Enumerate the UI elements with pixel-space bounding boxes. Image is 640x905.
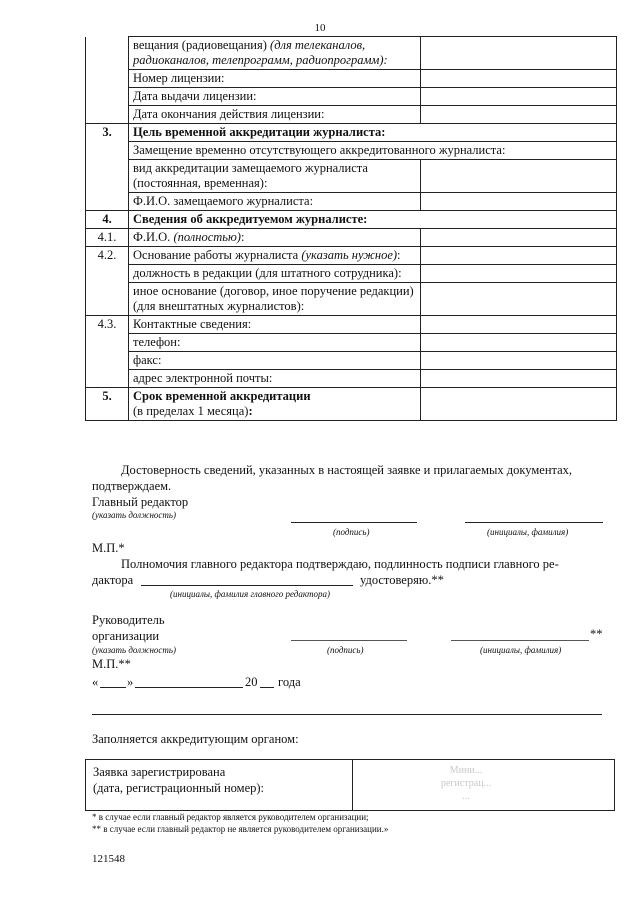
head-specify-position: (указать должность) [92,645,177,655]
row-label [129,211,617,229]
row-label-part: : [248,404,253,418]
row-number [86,37,129,70]
row-number [86,334,129,352]
stamp-line2: регистрац... [440,778,492,789]
reg-label-line2: (дата, регистрационный номер): [93,781,265,795]
chief-initials-line[interactable] [465,522,603,523]
date-year-prefix: 20 [245,675,258,689]
row-label-part: Срок временной аккредитации [133,389,311,403]
row-label-part: Ф.И.О. [133,230,174,244]
application-form-table [85,36,617,421]
row-label [129,88,421,106]
row-number [86,352,129,370]
form-row [86,160,617,193]
row-label [129,334,421,352]
row-value-cell[interactable] [421,247,617,265]
row-label-part: Ф.И.О. замещаемого журналиста: [133,194,314,208]
row-label [129,106,421,124]
row-value-cell[interactable] [421,283,617,316]
form-row [86,142,617,160]
date-open-quote: « [92,675,99,689]
stamp-line3: ... [462,791,470,802]
row-value-cell[interactable] [421,334,617,352]
row-value-cell[interactable] [421,370,617,388]
row-label-part: вещания (радиовещания) [133,38,271,52]
initials-caption: (инициалы, фамилия) [487,527,569,537]
form-row [86,193,617,211]
row-label-part: (указать нужное) [301,248,398,262]
row-number [86,193,129,211]
mp-double-star-label: М.П.** [92,657,131,671]
row-number [86,283,129,316]
reg-label-line1: Заявка зарегистрирована [93,765,226,779]
date-close-quote: » [127,675,134,689]
row-label-part: (в пределах 1 месяца) [133,404,249,418]
row-label [129,265,421,283]
row-number: 4. [86,211,129,229]
row-label-part: Дата окончания действия лицензии: [133,107,325,121]
confirm-text-line2: подтверждаем. [92,479,172,493]
row-number [86,265,129,283]
row-label [129,316,421,334]
row-label [129,193,421,211]
row-label-part: : [397,248,401,262]
row-label-part: Дата выдачи лицензии: [133,89,257,103]
row-label-part: телефон: [133,335,181,349]
head-label-line1: Руководитель [92,613,165,627]
row-label [129,229,421,247]
row-number [86,370,129,388]
row-label-part: факс: [133,353,162,367]
row-value-cell[interactable] [421,37,617,70]
form-row [86,334,617,352]
registration-box [85,759,615,811]
confirm-text-line1: Достоверность сведений, указанных в настоящей заявке и прилагаемых документах, [121,463,573,477]
head-signature-line[interactable] [291,640,407,641]
row-label-part: адрес электронной почты: [133,371,273,385]
row-label-part: Замещение временно отсутствующего аккредитованного журналиста: [133,143,506,157]
row-value-cell[interactable] [421,106,617,124]
page-number: 10 [314,22,326,34]
row-value-cell[interactable] [421,193,617,211]
row-label-part: иное основание (договор, иное поручение редакции) (для внештатных журналистов): [133,284,414,313]
row-label-part: вид аккредитации замещаемого журналиста (постоянная, временная): [133,161,368,190]
form-row [86,70,617,88]
row-number: 4.2. [86,247,129,265]
head-label-line2: организации [92,629,160,643]
row-number [86,88,129,106]
row-number: 4.3. [86,316,129,334]
row-label-part: Сведения об аккредитуемом журналисте: [133,212,368,226]
form-row [86,265,617,283]
chief-signature-line[interactable] [291,522,417,523]
date-year-suffix: года [278,675,301,689]
row-value-cell[interactable] [421,88,617,106]
row-label [129,388,421,421]
row-number [86,142,129,160]
form-row [86,316,617,334]
row-number: 3. [86,124,129,142]
chief-editor-label: Главный редактор [92,495,189,509]
row-label [129,142,617,160]
registration-stamp [386,764,546,803]
form-row [86,88,617,106]
row-label-part: должность в редакции (для штатного сотрудника): [133,266,402,280]
separator-line [92,714,602,715]
powers-text-line2a: дактора [92,573,134,587]
form-row [86,370,617,388]
form-row [86,247,617,265]
row-label-part: Цель временной аккредитации журналиста: [133,125,386,139]
date-month-line[interactable] [135,687,243,688]
row-value-cell[interactable] [421,352,617,370]
filled-by-label: Заполняется аккредитующим органом: [92,732,299,746]
row-number [86,160,129,193]
row-label [129,37,421,70]
row-label [129,352,421,370]
form-row [86,37,617,70]
row-label [129,124,617,142]
row-number: 4.1. [86,229,129,247]
row-label [129,370,421,388]
reg-divider [352,760,353,810]
head-initials-line[interactable] [451,640,589,641]
form-row [86,124,617,142]
date-day-line[interactable] [100,687,126,688]
powers-text-line1: Полномочия главного редактора подтверждаю, подлинность подписи главного ре- [121,557,559,571]
row-label-part: Номер лицензии: [133,71,225,85]
form-row [86,106,617,124]
row-value-cell[interactable] [421,70,617,88]
row-value-cell[interactable] [421,388,617,421]
date-year-line[interactable] [260,687,274,688]
row-label [129,160,421,193]
chief-initials-caption: (инициалы, фамилия главного редактора) [170,589,330,599]
form-row [86,229,617,247]
signature-caption: (подпись) [333,527,370,537]
row-label [129,247,421,265]
form-row [86,352,617,370]
form-row [86,388,617,421]
chief-name-line[interactable] [141,585,353,586]
mp-stamp-label: М.П.* [92,541,125,555]
row-value-cell[interactable] [421,265,617,283]
row-label-part: Контактные сведения: [133,317,252,331]
row-label [129,70,421,88]
document-code: 121548 [92,853,125,865]
row-label [129,283,421,316]
head-signature-caption: (подпись) [327,645,364,655]
row-number [86,70,129,88]
stamp-line1: Мини... [449,765,483,776]
row-label-part: : [240,230,245,244]
specify-position-caption: (указать должность) [92,510,177,520]
row-number: 5. [86,388,129,421]
row-value-cell[interactable] [421,229,617,247]
row-value-cell[interactable] [421,316,617,334]
row-label-part: (для телеканалов, радиоканалов, телепрограмм, радиопрограмм): [133,38,388,67]
footnote-2: ** в случае если главный редактор не является руководителем организации.» [92,824,389,834]
form-row [86,283,617,316]
row-number [86,106,129,124]
row-label-part: Основание работы журналиста [133,248,302,262]
row-value-cell[interactable] [421,160,617,193]
row-label-part: (полностью) [173,230,241,244]
footnote-1: * в случае если главный редактор является руководителем организации; [92,812,369,822]
powers-text-line2b: удостоверяю.** [360,573,444,587]
form-row [86,211,617,229]
head-initials-caption: (инициалы, фамилия) [480,645,562,655]
head-double-star: ** [590,627,603,641]
